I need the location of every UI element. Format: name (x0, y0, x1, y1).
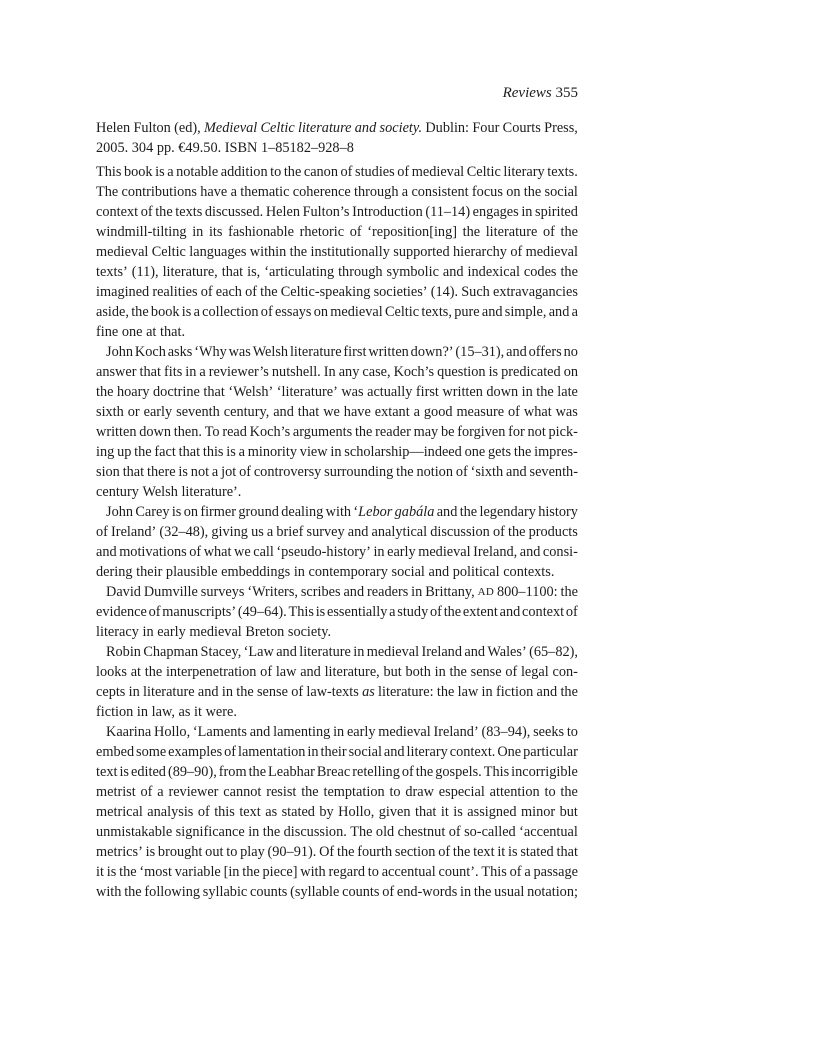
text-line: Helen Fulton (ed), Medieval Celtic literature and society. Dublin: Four Courts Press, (96, 120, 578, 136)
paragraph (96, 502, 578, 582)
text-line: John Carey is on firmer ground dealing with ‘Lebor gabála and the legendary history (106, 504, 578, 520)
text-line: looks at the interpenetration of law and literature, but both in the sense of legal con- (96, 664, 578, 680)
text-line: metrical analysis of this text as stated by Hollo, given that it is assigned minor but (96, 804, 578, 820)
text-line: This book is a notable addition to the canon of studies of medieval Celtic literary texts. (96, 164, 578, 180)
text-line: text is edited (89–90), from the Leabhar Breac retelling of the gospels. This incorrigible (96, 764, 578, 780)
text-line: the hoary doctrine that ‘Welsh’ ‘literature’ was actually first written down in the late (96, 384, 578, 400)
text-line: context of the texts discussed. Helen Fulton’s Introduction (11–14) engages in spirited (96, 204, 578, 220)
paragraph (96, 722, 578, 902)
text-line: windmill-tilting in its fashionable rhetoric of ‘reposition[ing] the literature of the (96, 224, 578, 240)
running-header (503, 84, 578, 102)
text-line: with the following syllabic counts (syllable counts of end-words in the usual notation; (96, 884, 578, 900)
text-line: aside, the book is a collection of essays on medieval Celtic texts, pure and simple, and a (96, 304, 578, 320)
text-line: medieval Celtic languages within the institutionally supported hierarchy of medieval (96, 244, 578, 260)
paragraph (96, 162, 578, 342)
text-line: David Dumville surveys ‘Writers, scribes and readers in Brittany, AD 800–1100: the (106, 584, 578, 600)
text-line: metrics’ is brought out to play (90–91). Of the fourth section of the text it is stated that (96, 844, 578, 860)
text-line: Kaarina Hollo, ‘Laments and lamenting in early medieval Ireland’ (83–94), seeks to (106, 724, 578, 740)
text-line: Robin Chapman Stacey, ‘Law and literature in medieval Ireland and Wales’ (65–82), (106, 644, 578, 660)
book-title: Medieval (204, 120, 258, 136)
citation (96, 118, 578, 158)
text-line: John Koch asks ‘Why was Welsh literature first written down?’ (15–31), and offers no (106, 344, 578, 360)
text-line: imagined realities of each of the Celtic-speaking societies’ (14). Such extravagancies (96, 284, 578, 300)
text-line: literacy in early medieval Breton society. (96, 624, 332, 640)
text-line: ing up the fact that this is a minority view in scholarship—indeed one gets the impres- (96, 444, 578, 460)
paragraph (96, 582, 578, 642)
journal-title: Reviews (502, 85, 552, 101)
text-line: answer that fits in a reviewer’s nutshell. In any case, Koch’s question is predicated on (96, 364, 578, 380)
text-line: dering their plausible embeddings in contemporary social and political contexts. (96, 564, 555, 580)
text-line: fine one at that. (96, 324, 186, 340)
text-line: of Ireland’ (32–48), giving us a brief survey and analytical discussion of the products (96, 524, 578, 540)
text-line: century Welsh literature’. (96, 484, 242, 500)
text-line: and motivations of what we call ‘pseudo-history’ in early medieval Ireland, and consi- (96, 544, 578, 560)
text-line: sixth or early seventh century, and that we have extant a good measure of what was (96, 404, 578, 420)
text-line: it is the ‘most variable [in the piece] with regard to accentual count’. This of a passage (96, 864, 578, 880)
page-number: 355 (555, 85, 578, 101)
text-line: sion that there is not a jot of controversy surrounding the notion of ‘sixth and seventh- (96, 464, 578, 480)
review-body (96, 118, 578, 902)
paragraph (96, 342, 578, 502)
text-line: embed some examples of lamentation in their social and literary context. One particular (96, 744, 578, 760)
text-line: The contributions have a thematic coherence through a consistent focus on the social (96, 184, 578, 200)
text-line: texts’ (11), literature, that is, ‘articulating through symbolic and indexical codes the (96, 264, 578, 280)
text-line: fiction in law, as it were. (96, 704, 237, 720)
text-line: unmistakable significance in the discussion. The old chestnut of so-called ‘accentual (96, 824, 578, 840)
text-line: cepts in literature and in the sense of law-texts as literature: the law in fiction and the (96, 684, 578, 700)
text-line: evidence of manuscripts’ (49–64). This is essentially a study of the extent and context of (96, 604, 578, 620)
text-line: metrist of a reviewer cannot resist the temptation to draw especial attention to the (96, 784, 578, 800)
text-line: written down then. To read Koch’s arguments the reader may be forgiven for not pick- (96, 424, 578, 440)
text-line: 2005. 304 pp. €49.50. ISBN 1–85182–928–8 (96, 140, 354, 156)
paragraph (96, 642, 578, 722)
